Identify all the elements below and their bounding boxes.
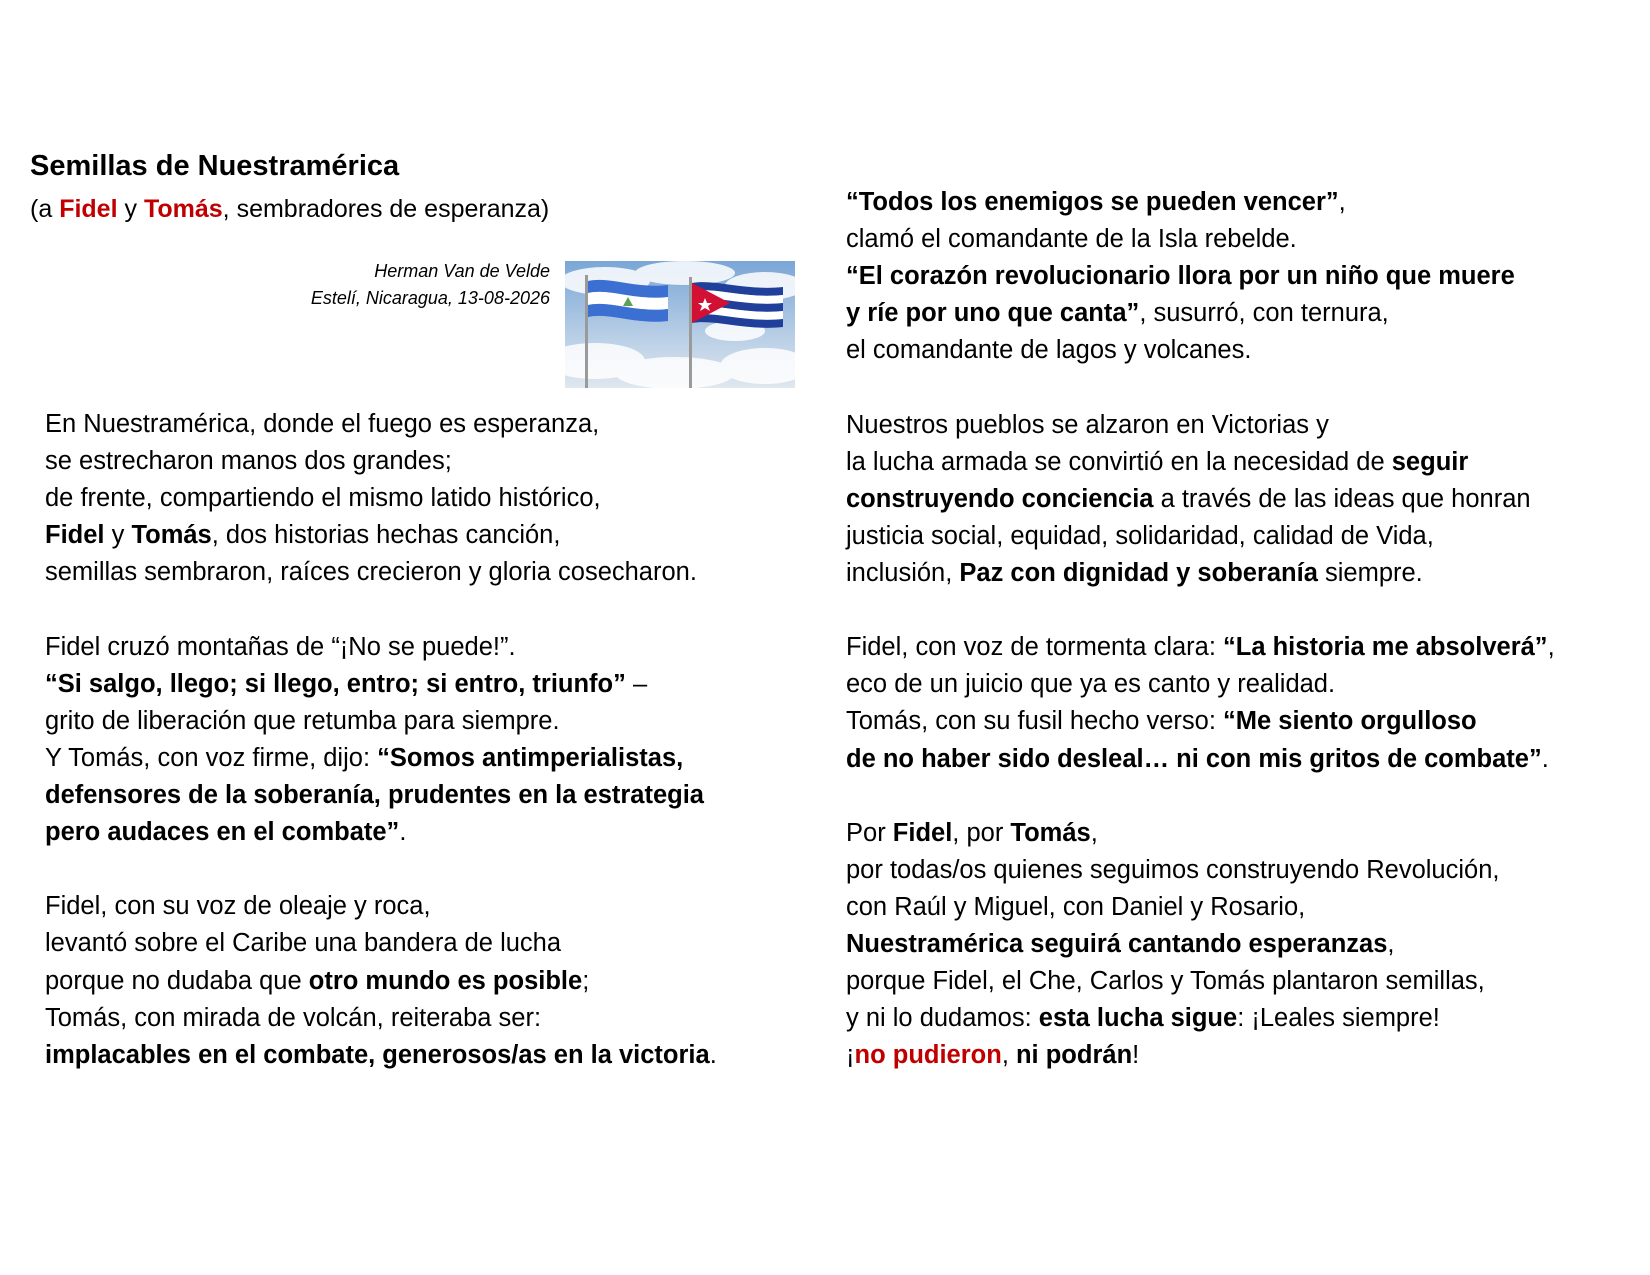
poem-line-segment: , susurró, con ternura, bbox=[1139, 299, 1389, 328]
poem-line-segment: En Nuestramérica, donde el fuego es esperanza, bbox=[45, 410, 600, 438]
byline bbox=[150, 258, 550, 312]
author-name: Herman Van de Velde bbox=[374, 261, 550, 281]
poem-line bbox=[45, 553, 697, 592]
poem-line-segment: Fidel cruzó montañas de “¡No se puede!”. bbox=[45, 632, 516, 661]
poem-line-segment: de no haber sido desleal… ni con mis gritos de combate” bbox=[846, 744, 1542, 773]
poem-line-segment: pero audaces en el combate” bbox=[45, 818, 400, 847]
poem-line-segment: porque no dudaba que bbox=[45, 966, 309, 995]
dedication-suffix: , sembradores de esperanza) bbox=[222, 195, 550, 223]
poem-line-segment: Fidel, con voz de tormenta clara: bbox=[846, 633, 1224, 662]
poem-line-segment: Tomás bbox=[131, 521, 212, 550]
poem-line-segment: implacables en el combate, generosos/as en la victoria bbox=[45, 1040, 710, 1069]
poem-line-segment: eco de un juicio que ya es canto y realidad. bbox=[846, 670, 1336, 699]
poem-line bbox=[846, 740, 1549, 779]
poem-line bbox=[846, 406, 1329, 445]
poem-line-segment: otro mundo es posible bbox=[308, 966, 583, 995]
poem-line bbox=[846, 480, 1531, 519]
dedication-name-tomas: Tomás bbox=[143, 195, 223, 223]
poem-line bbox=[846, 517, 1434, 556]
poem-line bbox=[45, 628, 516, 667]
poem-line-segment: el comandante de lagos y volcanes. bbox=[846, 336, 1252, 365]
poem-line bbox=[45, 776, 704, 815]
poem-line-segment: , bbox=[1387, 930, 1395, 958]
poem-line bbox=[846, 665, 1335, 704]
poem-line-segment: y ni lo dudamos: bbox=[846, 1004, 1039, 1033]
poem-line-segment: – bbox=[625, 669, 648, 698]
poem-dedication bbox=[30, 195, 549, 224]
poem-line-segment: Fidel bbox=[892, 818, 953, 847]
poem-line-segment: ; bbox=[582, 966, 590, 995]
flags-image bbox=[565, 261, 795, 388]
poem-line-segment: Tomás bbox=[1010, 818, 1091, 847]
poem-line-segment: con Raúl y Miguel, con Daniel y Rosario, bbox=[846, 892, 1306, 921]
poem-line bbox=[846, 814, 1098, 853]
dedication-prefix: (a bbox=[30, 195, 60, 223]
poem-line bbox=[846, 628, 1555, 667]
poem-line bbox=[45, 702, 560, 741]
poem-line-segment: ni podrán bbox=[1015, 1041, 1133, 1070]
poem-line-segment: no pudieron bbox=[854, 1041, 1002, 1070]
poem-line-segment: porque Fidel, el Che, Carlos y Tomás plantaron semillas, bbox=[846, 967, 1485, 996]
poem-line bbox=[846, 851, 1499, 890]
poem-line-segment: ¡ bbox=[846, 1041, 855, 1070]
poem-line-segment: “Si salgo, llego; si llego, entro; si entro, triunfo” bbox=[45, 669, 626, 698]
poem-line-segment: de frente, compartiendo el mismo latido histórico, bbox=[45, 484, 601, 513]
poem-line-segment: la lucha armada se convirtió en la necesidad de bbox=[846, 447, 1392, 476]
poem-line-segment: clamó el comandante de la Isla rebelde. bbox=[846, 225, 1297, 254]
poem-line bbox=[846, 962, 1485, 1001]
nicaragua-and-cuba-flags-icon bbox=[565, 261, 795, 388]
poem-line bbox=[846, 702, 1477, 741]
poem-line-segment: ! bbox=[1132, 1041, 1140, 1070]
poem-line-segment: justicia social, equidad, solidaridad, calidad de Vida, bbox=[846, 521, 1434, 550]
poem-line-segment: , bbox=[1338, 188, 1346, 216]
poem-line-segment: , bbox=[1547, 633, 1555, 662]
poem-line-segment: construyendo conciencia bbox=[846, 484, 1154, 513]
poem-line-segment: “La historia me absolverá” bbox=[1223, 633, 1548, 662]
poem-line bbox=[846, 888, 1305, 927]
poem-line bbox=[45, 405, 599, 444]
poem-line-segment: . bbox=[709, 1040, 717, 1069]
poem-line-segment: seguir bbox=[1391, 447, 1469, 476]
poem-line-segment: Nuestramérica seguirá cantando esperanzas bbox=[846, 930, 1388, 958]
poem-line-segment: , bbox=[1090, 818, 1098, 847]
dedication-name-fidel: Fidel bbox=[59, 195, 118, 223]
poem-line-segment: grito de liberación que retumba para siempre. bbox=[45, 706, 560, 735]
poem-line-segment: Nuestros pueblos se alzaron en Victorias y bbox=[846, 410, 1329, 439]
poem-line bbox=[846, 294, 1389, 333]
poem-line-segment: Paz con dignidad y soberanía bbox=[959, 559, 1318, 587]
poem-line-segment: Y Tomás, con voz firme, dijo: bbox=[45, 743, 378, 772]
poem-line-segment: , por bbox=[952, 818, 1011, 847]
poem-line-segment: levantó sobre el Caribe una bandera de lucha bbox=[45, 929, 562, 958]
poem-line-segment: Tomás, con mirada de volcán, reiteraba ser: bbox=[45, 1003, 542, 1032]
poem-line-segment: “Me siento orgulloso bbox=[1223, 707, 1477, 736]
poem-line-segment: Tomás, con su fusil hecho verso: bbox=[846, 707, 1224, 736]
dedication-and: y bbox=[117, 195, 144, 223]
poem-line bbox=[45, 813, 406, 852]
poem-line-segment: , bbox=[1001, 1041, 1016, 1070]
poem-line bbox=[45, 479, 601, 518]
poem-line-segment: Fidel, con su voz de oleaje y roca, bbox=[45, 892, 431, 921]
poem-line bbox=[45, 887, 431, 926]
poem-line-segment: siempre. bbox=[1317, 559, 1423, 587]
poem-line-segment: Por bbox=[846, 818, 893, 847]
poem-line-segment: “Somos antimperialistas, bbox=[377, 743, 684, 772]
poem-line bbox=[846, 999, 1440, 1038]
poem-line bbox=[45, 665, 647, 704]
poem-line-segment: . bbox=[399, 818, 407, 847]
poem-line bbox=[45, 962, 589, 1001]
poem-line bbox=[846, 1036, 1139, 1075]
poem-line bbox=[846, 257, 1515, 296]
poem-line-segment: “Todos los enemigos se pueden vencer” bbox=[846, 188, 1339, 216]
poem-line-segment: semillas sembraron, raíces crecieron y gloria cosecharon. bbox=[45, 558, 697, 587]
poem-line bbox=[846, 554, 1423, 593]
poem-line bbox=[45, 1036, 717, 1075]
poem-line bbox=[45, 999, 541, 1038]
poem-line-segment: inclusión, bbox=[846, 559, 960, 587]
poem-line bbox=[45, 442, 452, 481]
poem-line bbox=[846, 220, 1297, 259]
poem-line bbox=[846, 443, 1468, 482]
poem-line-segment: defensores de la soberanía, prudentes en la estrategia bbox=[45, 781, 704, 809]
poem-line-segment: “El corazón revolucionario llora por un niño que muere bbox=[846, 262, 1515, 291]
place-date: Estelí, Nicaragua, 13-08-2026 bbox=[310, 288, 550, 308]
poem-line-segment: y bbox=[104, 521, 132, 550]
poem-line bbox=[846, 925, 1395, 964]
poem-line-segment: , dos historias hechas canción, bbox=[211, 521, 561, 550]
poem-line-segment: Fidel bbox=[45, 521, 105, 550]
poem-line-segment: . bbox=[1541, 744, 1549, 773]
poem-line bbox=[846, 183, 1346, 222]
poem-line-segment: se estrecharon manos dos grandes; bbox=[45, 447, 452, 476]
poem-line-segment: por todas/os quienes seguimos construyendo Revolución, bbox=[846, 855, 1500, 884]
poem-title: Semillas de Nuestramérica bbox=[30, 150, 400, 182]
poem-line-segment: a través de las ideas que honran bbox=[1153, 484, 1531, 513]
poem-line-segment: esta lucha sigue bbox=[1038, 1004, 1238, 1033]
poem-line-segment: : ¡Leales siempre! bbox=[1237, 1004, 1440, 1033]
poem-line bbox=[45, 516, 560, 555]
poem-line-segment: y ríe por uno que canta” bbox=[846, 299, 1140, 328]
poem-line bbox=[45, 739, 683, 778]
poem-line bbox=[45, 924, 561, 963]
poem-line bbox=[846, 331, 1251, 370]
